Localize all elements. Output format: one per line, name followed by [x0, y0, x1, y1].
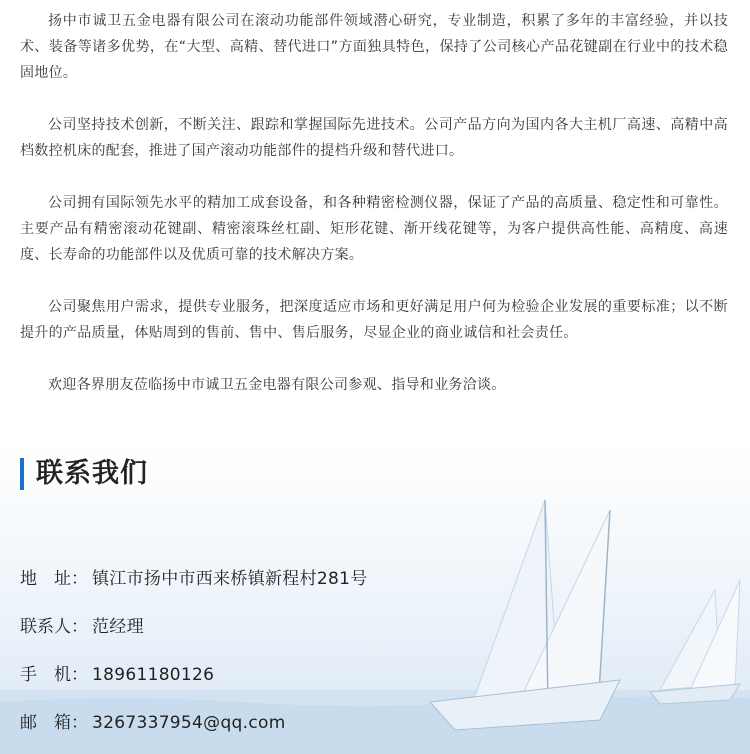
intro-paragraph-2: 公司坚持技术创新，不断关注、跟踪和掌握国际先进技术。公司产品方向为国内各大主机厂高速、高精中高档数控机床的配套，推进了国产滚动功能部件的提档升级和替代进口。 — [20, 117, 728, 159]
company-intro — [20, 8, 728, 424]
email-label: 邮 箱： — [20, 713, 88, 733]
phone-value[interactable]: 18961180126 — [92, 665, 215, 685]
contact-phone-row — [20, 663, 214, 687]
contact-person-row — [20, 615, 144, 639]
intro-paragraph-1: 扬中市诚卫五金电器有限公司在滚动功能部件领域潜心研究，专业制造，积累了多年的丰富经验，并以技术、装备等诸多优势，在“大型、高精、替代进口”方面独具特色，保持了公司核心产品花键副在行业中的技术稳固地位。 — [20, 13, 728, 81]
contact-heading: 联系我们 — [20, 458, 148, 490]
phone-label: 手 机： — [20, 665, 88, 685]
address-label: 地 址： — [20, 569, 88, 589]
contact-email-row — [20, 711, 286, 735]
contact-address-row — [20, 567, 368, 591]
address-value: 镇江市扬中市西来桥镇新程村281号 — [92, 569, 368, 589]
intro-paragraph-5: 欢迎各界朋友莅临扬中市诚卫五金电器有限公司参观、指导和业务洽谈。 — [48, 377, 506, 393]
intro-paragraph-3: 公司拥有国际领先水平的精加工成套设备，和各种精密检测仪器，保证了产品的高质量、稳定性和可靠性。主要产品有精密滚动花键副、精密滚珠丝杠副、矩形花键、渐开线花键等，为客户提供高性能、高精度、高速度、长寿命的功能部件以及优质可靠的技术解决方案。 — [20, 195, 728, 263]
email-value[interactable]: 3267337954@qq.com — [92, 713, 286, 733]
intro-paragraph-4: 公司聚焦用户需求，提供专业服务，把深度适应市场和更好满足用户何为检验企业发展的重要标准；以不断提升的产品质量，体贴周到的售前、售中、售后服务，尽显企业的商业诚信和社会责任。 — [20, 299, 728, 341]
person-label: 联系人： — [20, 617, 88, 637]
person-value: 范经理 — [92, 617, 144, 637]
